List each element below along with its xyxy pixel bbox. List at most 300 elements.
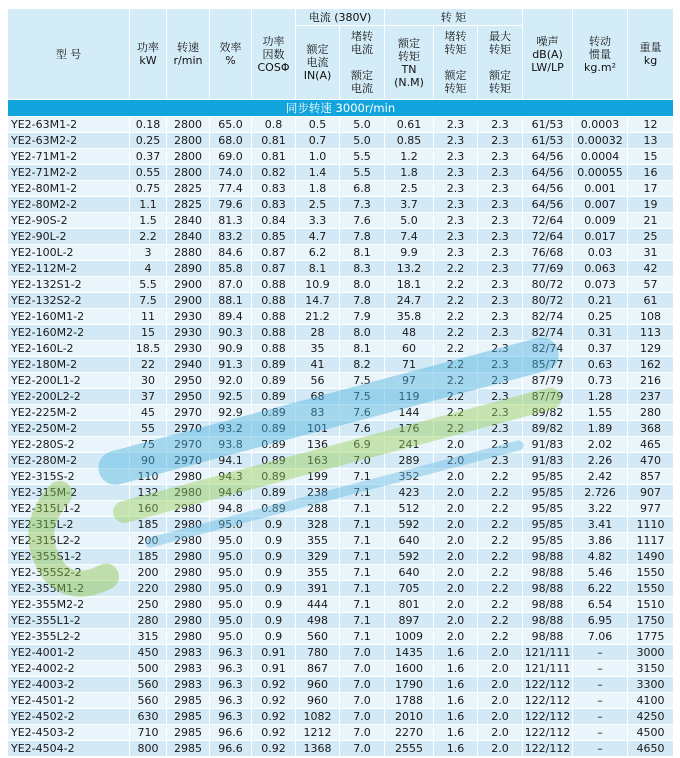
header-max-torque: 最大 转矩 额定 转矩 xyxy=(478,26,523,100)
cell-power: 30 xyxy=(130,373,167,389)
table-row xyxy=(8,261,674,277)
cell-power: 0.55 xyxy=(130,165,167,181)
cell-power-factor: 0.89 xyxy=(252,469,296,485)
cell-rated-torque: 2270 xyxy=(385,725,434,741)
cell-inertia: 2.42 xyxy=(573,469,628,485)
cell-efficiency: 96.6 xyxy=(210,741,252,757)
cell-rated-current: 960 xyxy=(296,693,340,709)
cell-weight: 1775 xyxy=(628,629,674,645)
cell-noise: 98/88 xyxy=(523,581,573,597)
cell-power: 315 xyxy=(130,629,167,645)
cell-power-factor: 0.88 xyxy=(252,309,296,325)
cell-noise: 82/74 xyxy=(523,309,573,325)
cell-power-factor: 0.9 xyxy=(252,565,296,581)
table-row xyxy=(8,181,674,197)
table-row xyxy=(8,437,674,453)
cell-power-factor: 0.81 xyxy=(252,149,296,165)
cell-inertia: 0.00055 xyxy=(573,165,628,181)
cell-locked-current: 8.0 xyxy=(340,325,385,341)
table-row xyxy=(8,709,674,725)
cell-max-torque: 2.3 xyxy=(478,453,523,469)
cell-locked-current: 7.6 xyxy=(340,213,385,229)
cell-inertia: – xyxy=(573,725,628,741)
cell-efficiency: 88.1 xyxy=(210,293,252,309)
cell-locked-torque: 2.0 xyxy=(434,485,478,501)
cell-rated-torque: 119 xyxy=(385,389,434,405)
cell-rated-current: 136 xyxy=(296,437,340,453)
cell-weight: 4500 xyxy=(628,725,674,741)
cell-power: 5.5 xyxy=(130,277,167,293)
cell-rated-current: 41 xyxy=(296,357,340,373)
cell-max-torque: 2.3 xyxy=(478,213,523,229)
cell-power: 75 xyxy=(130,437,167,453)
cell-speed: 2980 xyxy=(167,501,210,517)
cell-noise: 87/79 xyxy=(523,373,573,389)
cell-power-factor: 0.88 xyxy=(252,341,296,357)
cell-rated-current: 498 xyxy=(296,613,340,629)
cell-rated-torque: 640 xyxy=(385,565,434,581)
cell-noise: 121/111 xyxy=(523,645,573,661)
cell-model: YE2-90S-2 xyxy=(8,213,130,229)
cell-rated-torque: 0.85 xyxy=(385,133,434,149)
cell-weight: 465 xyxy=(628,437,674,453)
header-weight: 重量 kg xyxy=(628,9,674,100)
cell-locked-torque: 2.2 xyxy=(434,357,478,373)
cell-speed: 2970 xyxy=(167,437,210,453)
cell-inertia: – xyxy=(573,741,628,757)
cell-locked-current: 7.0 xyxy=(340,693,385,709)
cell-weight: 3150 xyxy=(628,661,674,677)
cell-max-torque: 2.3 xyxy=(478,405,523,421)
cell-rated-current: 14.7 xyxy=(296,293,340,309)
cell-locked-torque: 2.3 xyxy=(434,165,478,181)
cell-locked-torque: 2.0 xyxy=(434,549,478,565)
cell-power-factor: 0.89 xyxy=(252,405,296,421)
cell-speed: 2950 xyxy=(167,373,210,389)
table-row xyxy=(8,389,674,405)
cell-power: 560 xyxy=(130,677,167,693)
cell-inertia: 0.37 xyxy=(573,341,628,357)
cell-locked-current: 7.1 xyxy=(340,549,385,565)
cell-speed: 2980 xyxy=(167,629,210,645)
cell-inertia: 2.02 xyxy=(573,437,628,453)
cell-noise: 91/83 xyxy=(523,453,573,469)
cell-noise: 98/88 xyxy=(523,613,573,629)
cell-rated-torque: 1788 xyxy=(385,693,434,709)
cell-power: 3 xyxy=(130,245,167,261)
cell-power: 1.1 xyxy=(130,197,167,213)
cell-rated-torque: 18.1 xyxy=(385,277,434,293)
cell-locked-current: 5.0 xyxy=(340,133,385,149)
cell-locked-current: 7.1 xyxy=(340,501,385,517)
cell-noise: 80/72 xyxy=(523,277,573,293)
cell-speed: 2890 xyxy=(167,261,210,277)
cell-noise: 95/85 xyxy=(523,469,573,485)
cell-inertia: 6.22 xyxy=(573,581,628,597)
cell-rated-torque: 423 xyxy=(385,485,434,501)
cell-rated-torque: 512 xyxy=(385,501,434,517)
cell-weight: 19 xyxy=(628,197,674,213)
cell-weight: 470 xyxy=(628,453,674,469)
cell-locked-torque: 2.3 xyxy=(434,133,478,149)
cell-efficiency: 95.0 xyxy=(210,597,252,613)
cell-rated-current: 355 xyxy=(296,565,340,581)
cell-locked-current: 7.3 xyxy=(340,197,385,213)
cell-model: YE2-200L1-2 xyxy=(8,373,130,389)
cell-locked-current: 7.0 xyxy=(340,709,385,725)
cell-rated-current: 68 xyxy=(296,389,340,405)
cell-power-factor: 0.81 xyxy=(252,133,296,149)
cell-weight: 13 xyxy=(628,133,674,149)
cell-max-torque: 2.0 xyxy=(478,645,523,661)
table-body xyxy=(8,117,674,757)
cell-rated-current: 21.2 xyxy=(296,309,340,325)
cell-power-factor: 0.9 xyxy=(252,533,296,549)
cell-max-torque: 2.2 xyxy=(478,501,523,517)
cell-noise: 121/111 xyxy=(523,661,573,677)
cell-model: YE2-315M-2 xyxy=(8,485,130,501)
cell-power-factor: 0.89 xyxy=(252,501,296,517)
cell-rated-current: 444 xyxy=(296,597,340,613)
cell-locked-current: 7.1 xyxy=(340,517,385,533)
cell-efficiency: 95.0 xyxy=(210,581,252,597)
cell-power-factor: 0.9 xyxy=(252,517,296,533)
cell-max-torque: 2.2 xyxy=(478,469,523,485)
cell-locked-torque: 2.3 xyxy=(434,229,478,245)
cell-inertia: 0.009 xyxy=(573,213,628,229)
header-current-group: 电流 (380V) xyxy=(296,9,385,26)
cell-rated-torque: 705 xyxy=(385,581,434,597)
cell-efficiency: 93.8 xyxy=(210,437,252,453)
cell-rated-current: 328 xyxy=(296,517,340,533)
cell-power-factor: 0.88 xyxy=(252,293,296,309)
table-row xyxy=(8,453,674,469)
cell-efficiency: 96.6 xyxy=(210,725,252,741)
cell-power: 160 xyxy=(130,501,167,517)
cell-model: YE2-132S1-2 xyxy=(8,277,130,293)
cell-max-torque: 2.3 xyxy=(478,437,523,453)
cell-speed: 2800 xyxy=(167,133,210,149)
cell-locked-current: 7.1 xyxy=(340,565,385,581)
cell-power-factor: 0.92 xyxy=(252,741,296,757)
table-row xyxy=(8,165,674,181)
cell-locked-torque: 2.2 xyxy=(434,341,478,357)
cell-model: YE2-63M1-2 xyxy=(8,117,130,133)
cell-locked-torque: 2.0 xyxy=(434,437,478,453)
cell-power-factor: 0.89 xyxy=(252,453,296,469)
cell-power-factor: 0.9 xyxy=(252,629,296,645)
cell-rated-torque: 48 xyxy=(385,325,434,341)
cell-model: YE2-250M-2 xyxy=(8,421,130,437)
cell-rated-current: 288 xyxy=(296,501,340,517)
cell-weight: 17 xyxy=(628,181,674,197)
cell-inertia: 2.26 xyxy=(573,453,628,469)
cell-power-factor: 0.92 xyxy=(252,709,296,725)
table-row xyxy=(8,581,674,597)
cell-speed: 2980 xyxy=(167,597,210,613)
cell-power: 630 xyxy=(130,709,167,725)
cell-noise: 77/69 xyxy=(523,261,573,277)
cell-rated-torque: 897 xyxy=(385,613,434,629)
cell-inertia: 5.46 xyxy=(573,565,628,581)
cell-rated-current: 1.4 xyxy=(296,165,340,181)
cell-noise: 95/85 xyxy=(523,501,573,517)
header-power-factor: 功率 因数 COSΦ xyxy=(252,9,296,100)
cell-locked-current: 7.5 xyxy=(340,389,385,405)
cell-locked-torque: 2.0 xyxy=(434,453,478,469)
cell-locked-torque: 2.2 xyxy=(434,405,478,421)
table-row xyxy=(8,229,674,245)
cell-rated-torque: 60 xyxy=(385,341,434,357)
cell-power-factor: 0.9 xyxy=(252,581,296,597)
cell-locked-current: 8.1 xyxy=(340,245,385,261)
cell-rated-torque: 0.61 xyxy=(385,117,434,133)
header-efficiency: 效率 % xyxy=(210,9,252,100)
cell-locked-torque: 2.3 xyxy=(434,181,478,197)
cell-power-factor: 0.87 xyxy=(252,261,296,277)
cell-noise: 76/68 xyxy=(523,245,573,261)
cell-speed: 2800 xyxy=(167,165,210,181)
cell-locked-torque: 1.6 xyxy=(434,693,478,709)
cell-power: 185 xyxy=(130,517,167,533)
header-model: 型 号 xyxy=(8,9,130,100)
cell-speed: 2840 xyxy=(167,213,210,229)
cell-noise: 98/88 xyxy=(523,565,573,581)
table-row xyxy=(8,597,674,613)
cell-power: 55 xyxy=(130,421,167,437)
cell-locked-torque: 2.3 xyxy=(434,149,478,165)
cell-rated-torque: 592 xyxy=(385,517,434,533)
header-speed: 转速 r/min xyxy=(167,9,210,100)
cell-inertia: 1.55 xyxy=(573,405,628,421)
cell-power: 0.37 xyxy=(130,149,167,165)
cell-rated-torque: 241 xyxy=(385,437,434,453)
cell-noise: 61/53 xyxy=(523,133,573,149)
cell-max-torque: 2.2 xyxy=(478,565,523,581)
cell-power-factor: 0.92 xyxy=(252,693,296,709)
cell-efficiency: 94.6 xyxy=(210,485,252,501)
cell-locked-current: 7.5 xyxy=(340,373,385,389)
header-locked-torque: 堵转 转矩 额定 转矩 xyxy=(434,26,478,100)
cell-locked-current: 7.8 xyxy=(340,229,385,245)
cell-rated-current: 56 xyxy=(296,373,340,389)
cell-noise: 122/112 xyxy=(523,677,573,693)
cell-locked-current: 7.0 xyxy=(340,453,385,469)
cell-rated-current: 329 xyxy=(296,549,340,565)
cell-inertia: 6.54 xyxy=(573,597,628,613)
cell-weight: 113 xyxy=(628,325,674,341)
cell-power: 250 xyxy=(130,597,167,613)
cell-noise: 85/77 xyxy=(523,357,573,373)
cell-model: YE2-315L-2 xyxy=(8,517,130,533)
cell-model: YE2-4002-2 xyxy=(8,661,130,677)
cell-locked-current: 5.5 xyxy=(340,165,385,181)
cell-locked-current: 7.0 xyxy=(340,661,385,677)
cell-weight: 857 xyxy=(628,469,674,485)
cell-noise: 98/88 xyxy=(523,597,573,613)
cell-locked-current: 7.9 xyxy=(340,309,385,325)
cell-inertia: 2.726 xyxy=(573,485,628,501)
table-row xyxy=(8,693,674,709)
cell-speed: 2840 xyxy=(167,229,210,245)
cell-inertia: 0.063 xyxy=(573,261,628,277)
cell-rated-torque: 289 xyxy=(385,453,434,469)
cell-power-factor: 0.9 xyxy=(252,597,296,613)
cell-locked-current: 5.5 xyxy=(340,149,385,165)
cell-model: YE2-80M1-2 xyxy=(8,181,130,197)
cell-power-factor: 0.87 xyxy=(252,245,296,261)
cell-max-torque: 2.3 xyxy=(478,325,523,341)
cell-model: YE2-355L2-2 xyxy=(8,629,130,645)
cell-locked-torque: 2.0 xyxy=(434,469,478,485)
cell-power-factor: 0.89 xyxy=(252,485,296,501)
cell-noise: 64/56 xyxy=(523,197,573,213)
cell-weight: 16 xyxy=(628,165,674,181)
header-noise: 噪声 dB(A) LW/LP xyxy=(523,9,573,100)
cell-locked-torque: 2.2 xyxy=(434,389,478,405)
cell-locked-current: 7.6 xyxy=(340,421,385,437)
cell-rated-torque: 2.5 xyxy=(385,181,434,197)
cell-locked-torque: 2.2 xyxy=(434,277,478,293)
cell-power-factor: 0.89 xyxy=(252,437,296,453)
cell-noise: 61/53 xyxy=(523,117,573,133)
cell-rated-current: 867 xyxy=(296,661,340,677)
cell-efficiency: 84.6 xyxy=(210,245,252,261)
cell-rated-torque: 640 xyxy=(385,533,434,549)
cell-rated-current: 10.9 xyxy=(296,277,340,293)
cell-efficiency: 96.3 xyxy=(210,693,252,709)
cell-rated-torque: 801 xyxy=(385,597,434,613)
cell-speed: 2980 xyxy=(167,565,210,581)
cell-speed: 2800 xyxy=(167,149,210,165)
cell-power-factor: 0.91 xyxy=(252,661,296,677)
cell-inertia: 0.001 xyxy=(573,181,628,197)
cell-efficiency: 65.0 xyxy=(210,117,252,133)
cell-rated-torque: 24.7 xyxy=(385,293,434,309)
cell-max-torque: 2.3 xyxy=(478,309,523,325)
cell-model: YE2-4503-2 xyxy=(8,725,130,741)
table-row xyxy=(8,629,674,645)
cell-power-factor: 0.83 xyxy=(252,181,296,197)
table-row xyxy=(8,309,674,325)
cell-locked-torque: 1.6 xyxy=(434,725,478,741)
cell-power: 7.5 xyxy=(130,293,167,309)
cell-rated-current: 1.8 xyxy=(296,181,340,197)
cell-efficiency: 90.9 xyxy=(210,341,252,357)
cell-power-factor: 0.88 xyxy=(252,277,296,293)
cell-rated-torque: 144 xyxy=(385,405,434,421)
cell-max-torque: 2.0 xyxy=(478,661,523,677)
cell-inertia: 0.31 xyxy=(573,325,628,341)
cell-locked-torque: 1.6 xyxy=(434,677,478,693)
cell-rated-torque: 592 xyxy=(385,549,434,565)
cell-efficiency: 95.0 xyxy=(210,613,252,629)
cell-weight: 57 xyxy=(628,277,674,293)
cell-locked-current: 7.0 xyxy=(340,725,385,741)
cell-locked-current: 7.0 xyxy=(340,677,385,693)
cell-noise: 91/83 xyxy=(523,437,573,453)
cell-inertia: 7.06 xyxy=(573,629,628,645)
cell-noise: 122/112 xyxy=(523,741,573,757)
cell-max-torque: 2.3 xyxy=(478,373,523,389)
cell-speed: 2950 xyxy=(167,389,210,405)
cell-locked-current: 5.0 xyxy=(340,117,385,133)
cell-noise: 82/74 xyxy=(523,341,573,357)
cell-weight: 61 xyxy=(628,293,674,309)
cell-inertia: 1.28 xyxy=(573,389,628,405)
cell-rated-torque: 176 xyxy=(385,421,434,437)
cell-locked-torque: 2.3 xyxy=(434,117,478,133)
cell-weight: 1550 xyxy=(628,581,674,597)
cell-max-torque: 2.2 xyxy=(478,485,523,501)
cell-power: 2.2 xyxy=(130,229,167,245)
table-row xyxy=(8,325,674,341)
cell-locked-current: 7.8 xyxy=(340,293,385,309)
cell-locked-torque: 2.2 xyxy=(434,373,478,389)
cell-power-factor: 0.92 xyxy=(252,677,296,693)
cell-noise: 72/64 xyxy=(523,229,573,245)
cell-locked-torque: 2.3 xyxy=(434,197,478,213)
table-row xyxy=(8,501,674,517)
table-row xyxy=(8,245,674,261)
table-row xyxy=(8,741,674,757)
cell-efficiency: 95.0 xyxy=(210,549,252,565)
cell-speed: 2930 xyxy=(167,325,210,341)
cell-weight: 1510 xyxy=(628,597,674,613)
cell-rated-current: 1212 xyxy=(296,725,340,741)
cell-locked-torque: 2.2 xyxy=(434,261,478,277)
cell-power: 37 xyxy=(130,389,167,405)
cell-efficiency: 91.3 xyxy=(210,357,252,373)
cell-max-torque: 2.3 xyxy=(478,261,523,277)
cell-efficiency: 83.2 xyxy=(210,229,252,245)
cell-power: 1.5 xyxy=(130,213,167,229)
cell-rated-torque: 9.9 xyxy=(385,245,434,261)
cell-rated-current: 355 xyxy=(296,533,340,549)
cell-power: 0.18 xyxy=(130,117,167,133)
cell-model: YE2-315L2-2 xyxy=(8,533,130,549)
cell-model: YE2-4501-2 xyxy=(8,693,130,709)
cell-model: YE2-200L2-2 xyxy=(8,389,130,405)
cell-max-torque: 2.0 xyxy=(478,677,523,693)
cell-speed: 2985 xyxy=(167,725,210,741)
table-row xyxy=(8,405,674,421)
cell-locked-current: 7.6 xyxy=(340,405,385,421)
cell-speed: 2930 xyxy=(167,341,210,357)
table-row xyxy=(8,485,674,501)
cell-speed: 2825 xyxy=(167,181,210,197)
cell-efficiency: 93.2 xyxy=(210,421,252,437)
header-rated-torque: 额定 转矩 TN (N.M) xyxy=(385,26,434,100)
cell-speed: 2900 xyxy=(167,293,210,309)
cell-speed: 2970 xyxy=(167,405,210,421)
cell-rated-current: 6.2 xyxy=(296,245,340,261)
cell-power: 132 xyxy=(130,485,167,501)
table-row xyxy=(8,197,674,213)
section-title: 同步转速 3000r/min xyxy=(8,100,674,117)
table-row xyxy=(8,661,674,677)
cell-efficiency: 92.5 xyxy=(210,389,252,405)
cell-inertia: 0.21 xyxy=(573,293,628,309)
cell-max-torque: 2.2 xyxy=(478,597,523,613)
cell-model: YE2-71M1-2 xyxy=(8,149,130,165)
cell-rated-torque: 352 xyxy=(385,469,434,485)
cell-inertia: 0.007 xyxy=(573,197,628,213)
cell-max-torque: 2.3 xyxy=(478,229,523,245)
cell-noise: 95/85 xyxy=(523,533,573,549)
cell-locked-torque: 2.0 xyxy=(434,597,478,613)
cell-locked-current: 7.1 xyxy=(340,613,385,629)
